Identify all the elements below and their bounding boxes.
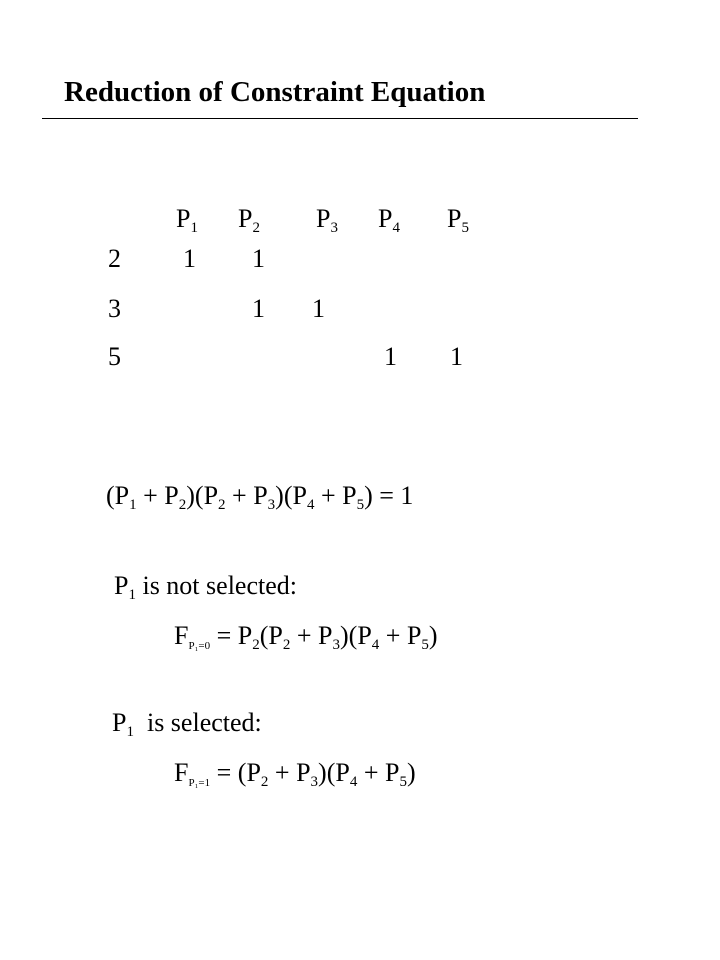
case-selected-label: $P_1$ is selected: xyxy=(112,708,262,740)
case-not-selected-formula: $FP_1=0 = P_2(P_2 + P_3)(P_4 + P_5)$ xyxy=(174,621,438,653)
matrix-header-p2 xyxy=(238,203,260,235)
subscript: 1 xyxy=(128,587,136,603)
page-title: Reduction of Constraint Equation xyxy=(64,76,486,108)
subscript: 1 xyxy=(129,497,137,513)
matrix-row-label: 2 xyxy=(108,244,121,273)
subscript: 2 xyxy=(252,637,260,653)
subscript: 4 xyxy=(306,497,315,513)
subscript: 4 xyxy=(371,637,380,653)
header-var: P xyxy=(176,204,191,233)
subscript: 2 xyxy=(218,497,226,513)
matrix-cell: 1 xyxy=(450,342,463,371)
header-subscript: 2 xyxy=(252,220,260,236)
matrix-cell: 1 xyxy=(183,244,196,273)
subscript: 5 xyxy=(421,637,429,653)
subscript: 2 xyxy=(178,497,187,513)
subscript: 3 xyxy=(332,637,340,653)
matrix-cell: 1 xyxy=(384,342,397,371)
title-underline xyxy=(42,118,638,119)
subscript: 1 xyxy=(126,724,134,740)
case-selected-formula: $FP_1=1 = (P_2 + P_3)(P_4 + P_5)$ xyxy=(174,758,416,790)
matrix-header-p3 xyxy=(316,203,338,235)
matrix-header-p1 xyxy=(176,203,198,235)
matrix-header-p4 xyxy=(378,203,400,235)
constraint-equation: $(P_1 + P_2)(P_2 + P_3)(P_4 + P_5) = 1$ xyxy=(106,481,414,513)
matrix-cell: 1 xyxy=(252,244,265,273)
header-var: P xyxy=(447,204,462,233)
header-var: P xyxy=(378,204,393,233)
header-var: P xyxy=(238,204,253,233)
subscript: 5 xyxy=(356,497,365,513)
subscript: P₁=0 xyxy=(188,640,211,652)
subscript: 4 xyxy=(349,774,358,790)
subscript: 2 xyxy=(282,637,291,653)
subscript: P₁=1 xyxy=(188,777,211,789)
matrix-cell: 1 xyxy=(252,294,265,323)
matrix-row-label: 5 xyxy=(108,342,121,371)
eq-open-paren: ( xyxy=(106,481,115,510)
subscript: 3 xyxy=(267,497,276,513)
header-subscript: 1 xyxy=(190,220,198,236)
case-not-selected-label: $P_1$ is not selected: xyxy=(114,571,297,603)
matrix-header-p5 xyxy=(447,203,469,235)
matrix-row-label: 3 xyxy=(108,294,121,323)
subscript: 2 xyxy=(260,774,269,790)
header-subscript: 5 xyxy=(461,220,469,236)
header-subscript: 4 xyxy=(392,220,400,236)
header-var: P xyxy=(316,204,331,233)
header-subscript: 3 xyxy=(330,220,338,236)
matrix-cell: 1 xyxy=(312,294,325,323)
subscript: 3 xyxy=(310,774,319,790)
subscript: 5 xyxy=(399,774,407,790)
